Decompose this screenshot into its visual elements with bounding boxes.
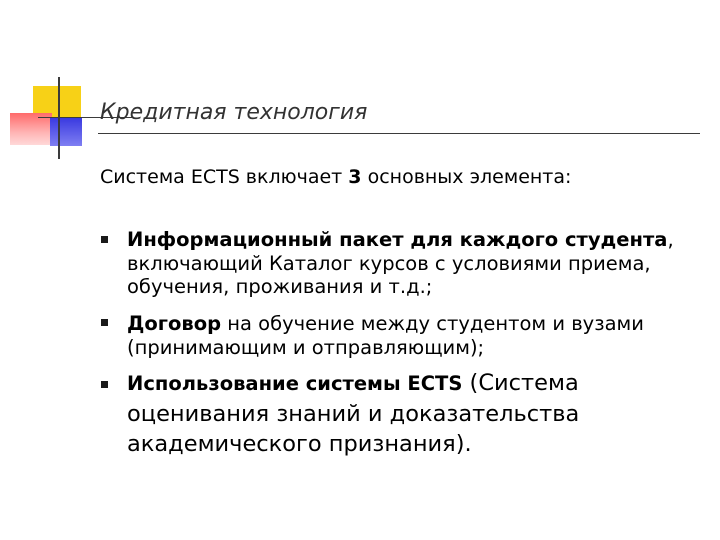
list-item: [127, 312, 697, 359]
bullet-marker-icon: [101, 319, 108, 326]
title-divider: [98, 133, 700, 134]
intro-text: Система ECTS включает 3 основных элемента:: [100, 166, 572, 188]
list-item: [127, 228, 697, 299]
bullet-marker-icon: [101, 236, 108, 243]
bullet-text: на обучение между студентом и вузами (принимающим и отправляющим);: [127, 312, 644, 359]
bullet-marker-icon: [101, 381, 108, 388]
bullet-bold-text: Использование системы ECTS: [127, 372, 463, 395]
bullet-text: (Система оценивания знаний и доказательства академического признания).: [127, 370, 580, 457]
list-item: [127, 368, 697, 459]
decor-blue-square: [50, 118, 82, 146]
decor-vertical-line: [58, 77, 60, 159]
bullet-bold-text: Информационный пакет для каждого студента: [127, 228, 668, 251]
bullet-text: , включающий Каталог курсов с условиями приема, обучения, проживания и т.д.;: [127, 228, 674, 298]
bullet-bold-text: Договор: [127, 312, 222, 335]
slide-title: Кредитная технология: [100, 100, 368, 125]
